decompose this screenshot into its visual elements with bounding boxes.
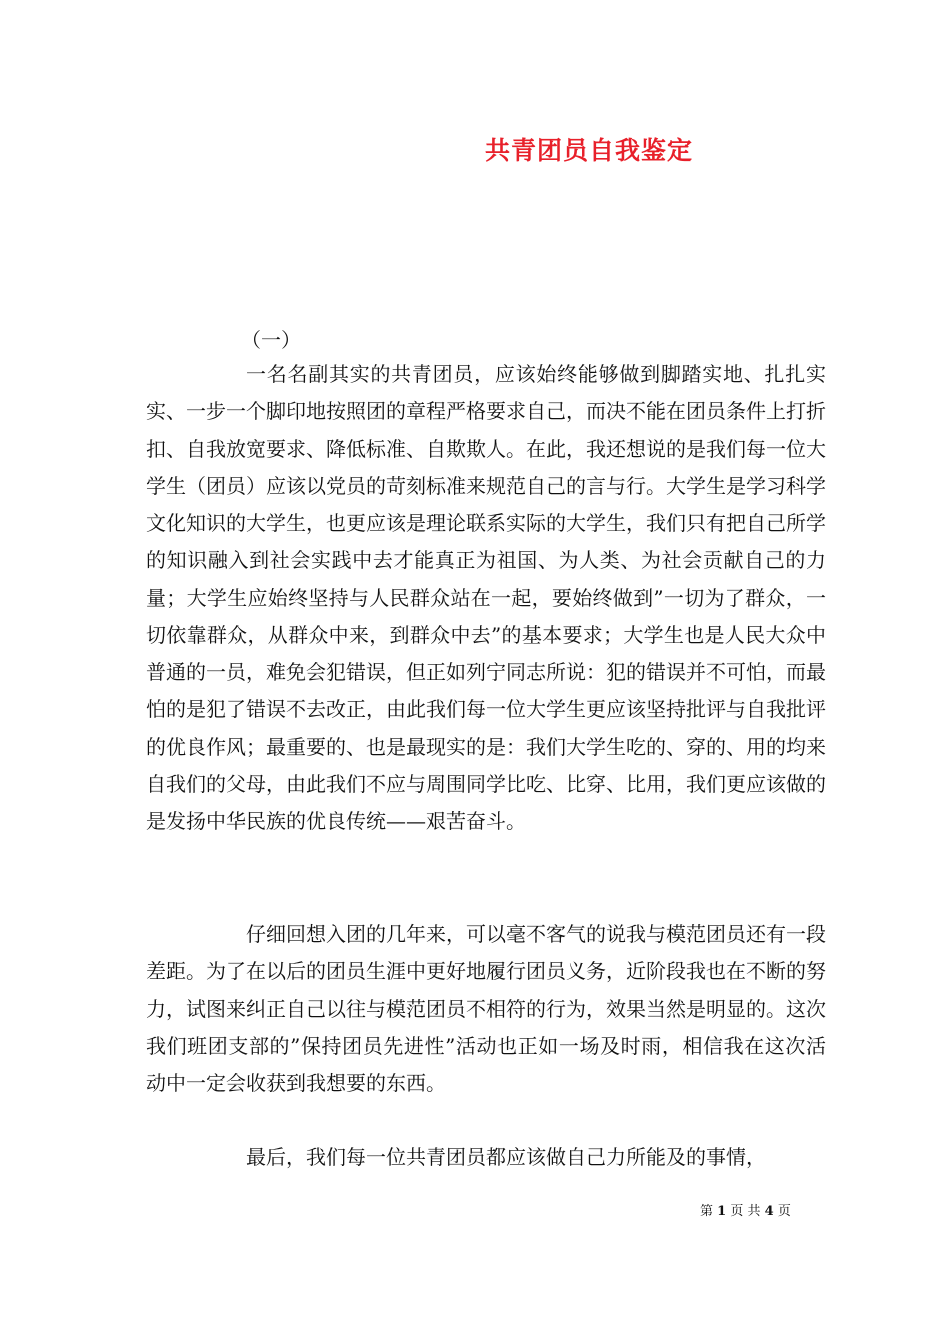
body-paragraph: 仔细回想入团的几年来，可以毫不客气的说我与模范团员还有一段差距。为了在以后的团员生涯中更好地履行团员义务，近阶段我也在不断的努力，试图来纠正自己以往与模范团员不相符的行为，效果当然是明显的。这次我们班团支部的”保持团员先进性”活动也正如一场及时雨，相信我在这次活动中一定会收获到我想要的东西。 [146,922,826,1095]
body-paragraph-2-block [146,916,826,1102]
section-number: （一） [241,328,301,352]
body-paragraph: 一名名副其实的共青团员，应该始终能够做到脚踏实地、扎扎实实、一步一个脚印地按照团的章程严格要求自己，而决不能在团员条件上打折扣、自我放宽要求、降低标准、自欺欺人。在此，我还想说的是我们每一位大学生（团员）应该以党员的苛刻标准来规范自己的言与行。大学生是学习科学文化知识的大学生，也更应该是理论联系实际的大学生，我们只有把自己所学的知识融入到社会实践中去才能真正为祖国、为人类、为社会贡献自己的力量；大学生应始终坚持与人民群众站在一起，要始终做到”一切为了群众，一切依靠群众，从群众中来，到群众中去”的基本要求；大学生也是人民大众中普通的一员，难免会犯错误，但正如列宁同志所说：犯的错误并不可怕，而最怕的是犯了错误不去改正，由此我们每一位大学生更应该坚持批评与自我批评的优良作风；最重要的、也是最现实的是：我们大学生吃的、穿的、用的均来自我们的父母，由此我们不应与周围同学比吃、比穿、比用，我们更应该做的是发扬中华民族的优良传统——艰苦奋斗。 [146,362,826,833]
body-paragraph-1-block [146,356,826,840]
footer-current-page: 1 [717,1204,727,1219]
footer-suffix: 页 [777,1204,791,1219]
footer-prefix: 第 [700,1204,714,1219]
footer-middle: 页 共 [730,1204,761,1219]
document-title: 共青团员自我鉴定 [484,136,693,165]
body-paragraph: 最后，我们每一位共青团员都应该做自己力所能及的事情， [246,1145,766,1169]
footer-total-pages: 4 [764,1204,774,1219]
body-paragraph-3-block [146,1139,826,1176]
page-footer [700,1203,791,1221]
